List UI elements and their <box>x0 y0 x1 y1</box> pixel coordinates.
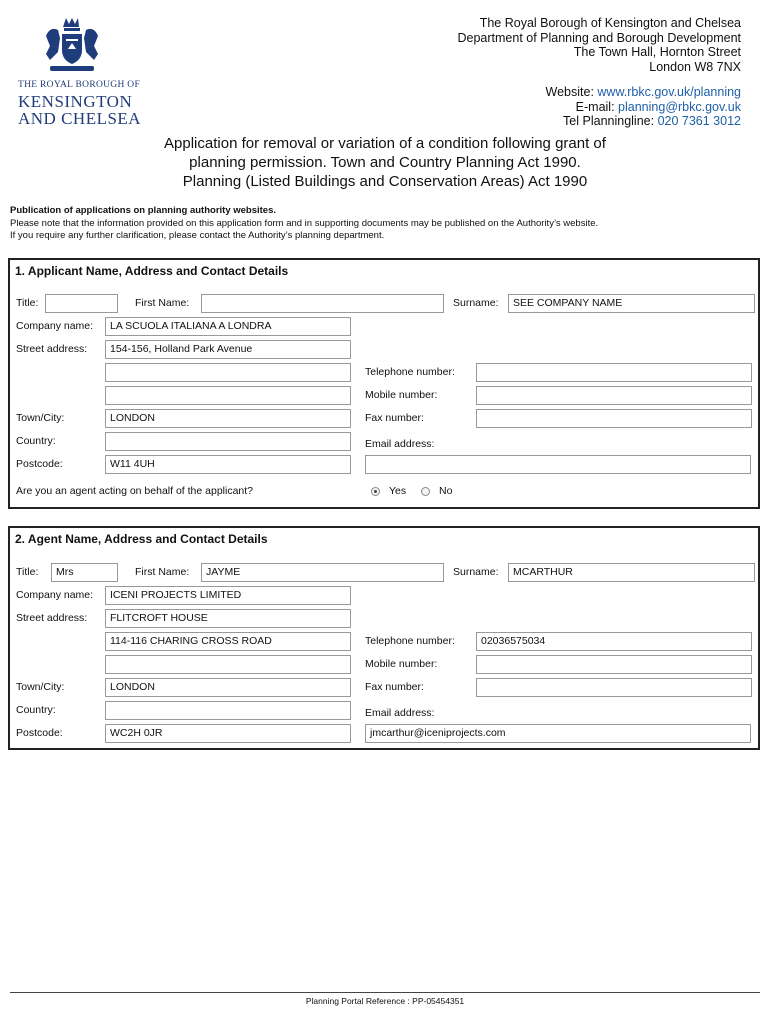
applicant-email-field[interactable] <box>365 455 751 474</box>
applicant-fax-field[interactable] <box>476 409 752 428</box>
agent-email-field[interactable]: jmcarthur@iceniprojects.com <box>365 724 751 743</box>
mobile-label: Mobile number: <box>365 658 438 670</box>
telephone-label: Telephone number: <box>365 366 455 378</box>
agent-telephone-field[interactable]: 02036575034 <box>476 632 752 651</box>
agent-company-field[interactable]: ICENI PROJECTS LIMITED <box>105 586 351 605</box>
address-line-1: The Royal Borough of Kensington and Chelsea <box>479 16 741 30</box>
contact-links <box>546 85 741 129</box>
mobile-label: Mobile number: <box>365 389 438 401</box>
street-label: Street address: <box>16 612 88 624</box>
applicant-section <box>8 258 760 509</box>
applicant-surname-field[interactable]: SEE COMPANY NAME <box>508 294 755 313</box>
fax-label: Fax number: <box>365 412 424 424</box>
website-label: Website: <box>545 85 594 99</box>
surname-label: Surname: <box>453 297 499 309</box>
tel-label: Tel Planningline: <box>563 114 655 128</box>
applicant-mobile-field[interactable] <box>476 386 752 405</box>
town-label: Town/City: <box>16 681 65 693</box>
agent-surname-field[interactable]: MCARTHUR <box>508 563 755 582</box>
website-link[interactable]: www.rbkc.gov.uk/planning <box>597 85 741 99</box>
org-name-line2: AND CHELSEA <box>18 109 142 128</box>
agent-street-1-field[interactable]: FLITCROFT HOUSE <box>105 609 351 628</box>
applicant-street-2-field[interactable] <box>105 363 351 382</box>
agent-first-name-field[interactable]: JAYME <box>201 563 444 582</box>
form-title <box>0 134 770 191</box>
agent-section <box>8 526 760 750</box>
street-label: Street address: <box>16 343 88 355</box>
agent-yes-radio[interactable] <box>371 487 380 496</box>
address-line-2: Department of Planning and Borough Development <box>457 30 741 45</box>
form-title-line-2: planning permission. Town and Country Planning Act 1990. <box>189 154 581 171</box>
email-label: Email address: <box>365 438 435 450</box>
notice-line-2: If you require any further clarification, please contact the Authority’s planning department. <box>10 230 385 241</box>
applicant-town-field[interactable]: LONDON <box>105 409 351 428</box>
applicant-country-field[interactable] <box>105 432 351 451</box>
agent-country-field[interactable] <box>105 701 351 720</box>
agent-heading: 2. Agent Name, Address and Contact Details <box>15 532 268 546</box>
email-label: Email address: <box>365 707 435 719</box>
agent-mobile-field[interactable] <box>476 655 752 674</box>
company-label: Company name: <box>16 589 94 601</box>
applicant-postcode-field[interactable]: W11 4UH <box>105 455 351 474</box>
notice-line-1: Please note that the information provided on this application form and in supporting documents may be published on the Authority’s website. <box>10 217 599 229</box>
first-name-label: First Name: <box>135 297 190 309</box>
surname-label: Surname: <box>453 566 499 578</box>
contact-address <box>457 16 741 74</box>
agent-postcode-field[interactable]: WC2H 0JR <box>105 724 351 743</box>
agent-fax-field[interactable] <box>476 678 752 697</box>
email-label: E-mail: <box>575 99 615 114</box>
country-label: Country: <box>16 435 56 447</box>
applicant-heading: 1. Applicant Name, Address and Contact Details <box>15 264 289 278</box>
agent-no-radio[interactable] <box>421 487 430 496</box>
applicant-telephone-field[interactable] <box>476 363 752 382</box>
applicant-company-field[interactable]: LA SCUOLA ITALIANA A LONDRA <box>105 317 351 336</box>
org-name-small: THE ROYAL BOROUGH OF <box>18 80 141 90</box>
address-line-3: The Town Hall, Hornton Street <box>573 45 741 59</box>
country-label: Country: <box>16 704 56 716</box>
fax-label: Fax number: <box>365 681 424 693</box>
applicant-title-field[interactable] <box>45 294 118 313</box>
publication-notice <box>10 205 598 243</box>
org-name-line1: KENSINGTON <box>18 92 133 111</box>
portal-reference: Planning Portal Reference : PP-05454351 <box>305 996 465 1006</box>
address-line-4: London W8 7NX <box>649 59 741 74</box>
applicant-street-1-field[interactable]: 154-156, Holland Park Avenue <box>105 340 351 359</box>
agent-street-3-field[interactable] <box>105 655 351 674</box>
agent-yes-label: Yes <box>389 485 407 497</box>
applicant-street-3-field[interactable] <box>105 386 351 405</box>
notice-heading: Publication of applications on planning authority websites. <box>10 205 277 216</box>
title-label: Title: <box>16 566 39 578</box>
agent-title-field[interactable]: Mrs <box>51 563 118 582</box>
town-label: Town/City: <box>16 412 65 424</box>
email-link[interactable]: planning@rbkc.gov.uk <box>618 99 741 114</box>
company-label: Company name: <box>16 320 94 332</box>
telephone-label: Telephone number: <box>365 635 455 647</box>
agent-question: Are you an agent acting on behalf of the applicant? <box>16 485 254 497</box>
form-title-line-3: Planning (Listed Buildings and Conservation Areas) Act 1990 <box>182 173 588 190</box>
tel-number: 020 7361 3012 <box>657 114 741 128</box>
footer-divider <box>10 992 760 993</box>
borough-crest-icon <box>40 14 104 78</box>
agent-no-label: No <box>439 485 453 497</box>
applicant-first-name-field[interactable] <box>201 294 444 313</box>
agent-street-2-field[interactable]: 114-116 CHARING CROSS ROAD <box>105 632 351 651</box>
postcode-label: Postcode: <box>16 458 63 470</box>
form-title-line-1: Application for removal or variation of a condition following grant of <box>164 135 606 152</box>
agent-town-field[interactable]: LONDON <box>105 678 351 697</box>
postcode-label: Postcode: <box>16 727 63 739</box>
first-name-label: First Name: <box>135 566 190 578</box>
title-label: Title: <box>16 297 39 309</box>
